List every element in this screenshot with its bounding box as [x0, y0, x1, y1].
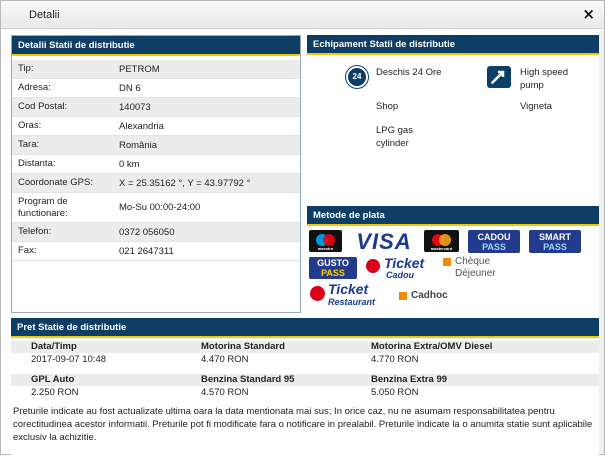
equipment-panel: [307, 35, 599, 201]
price-value-3: 2.250 RON: [31, 387, 79, 398]
high-speed-pump-icon: [487, 66, 511, 88]
station-detail-row: [12, 136, 300, 155]
station-detail-value: PETROM: [119, 63, 160, 75]
payment-header: Metode de plata: [307, 206, 599, 226]
ticket-restaurant-bottom: Restaurant: [328, 297, 376, 307]
date-value: 2017-09-07 10:48: [31, 354, 107, 365]
mastercard-logo-text: mastercard: [430, 246, 453, 251]
price-name-1: Motorina Standard: [201, 341, 285, 352]
cadou-pass-bottom: PASS: [482, 242, 506, 252]
station-detail-row: [12, 117, 300, 136]
equipment-shop: Shop: [376, 101, 399, 112]
gusto-pass-bottom: PASS: [321, 268, 345, 278]
dialog-scrollbar[interactable]: [599, 31, 604, 454]
ticket-cadou-dot-icon: [366, 259, 380, 273]
station-detail-row: [12, 155, 300, 174]
dialog-titlebar[interactable]: [1, 1, 604, 29]
station-detail-label: Program de functionare:: [18, 195, 68, 219]
price-value-2: 4.770 RON: [371, 354, 419, 365]
station-detail-row: [12, 223, 300, 242]
gusto-pass-top: GUSTO: [317, 258, 349, 268]
maestro-logo: [309, 230, 342, 252]
equipment-vigneta: Vigneta: [520, 101, 553, 112]
equipment-open-24: Deschis 24 Ore: [376, 67, 442, 78]
station-detail-label: Adresa:: [18, 82, 51, 93]
station-detail-row: [12, 60, 300, 79]
station-detail-value: Alexandria: [119, 120, 164, 132]
station-detail-row: [12, 242, 300, 261]
station-detail-label: Fax:: [18, 245, 37, 256]
station-detail-label: Telefon:: [18, 226, 52, 237]
station-detail-value: 0372 056050: [119, 226, 175, 238]
ticket-cadou-logo: [364, 255, 438, 282]
price-name-4: Benzina Standard 95: [201, 374, 295, 385]
equipment-header: Echipament Statii de distributie: [307, 35, 599, 55]
equipment-lpg: LPG gas cylinder: [376, 125, 413, 149]
cadhoc-icon: [399, 292, 407, 300]
price-name-2: Motorina Extra/OMV Diesel: [371, 341, 493, 352]
station-detail-value: X = 25.35162 °, Y = 43.97792 °: [119, 177, 251, 189]
prices-header: Pret Statie de distributie: [11, 318, 599, 338]
station-detail-row: [12, 98, 300, 117]
station-detail-label: Tara:: [18, 139, 40, 150]
gusto-pass-logo: [309, 257, 357, 279]
station-detail-label: Cod Postal:: [18, 101, 68, 112]
payment-methods-panel: [307, 206, 599, 312]
station-detail-value: 140073: [119, 101, 151, 113]
cadou-pass-top: CADOU: [477, 232, 511, 242]
smart-pass-logo: [529, 230, 581, 253]
station-detail-label: Tip:: [18, 63, 34, 74]
ticket-restaurant-logo: [309, 282, 397, 310]
station-detail-value: Mo-Su 00:00-24:00: [119, 202, 201, 213]
price-name-5: Benzina Extra 99: [371, 374, 448, 385]
price-value-5: 5.050 RON: [371, 387, 419, 398]
cadhoc-logo: [399, 290, 459, 304]
ticket-cadou-bottom: Cadou: [386, 270, 414, 280]
station-details-header: Detalii Statii de distributie: [12, 36, 300, 56]
close-icon[interactable]: ×: [582, 5, 595, 23]
clock-24h-icon: 24: [346, 66, 368, 88]
mastercard-logo: [424, 230, 459, 252]
price-name-3: GPL Auto: [31, 374, 75, 385]
date-label: Data/Timp: [31, 341, 77, 352]
ticket-cadou-top: Ticket: [384, 255, 425, 271]
ticket-restaurant-dot-icon: [310, 286, 325, 301]
ticket-restaurant-top: Ticket: [328, 281, 369, 297]
cadhoc-text: Cadhoc: [411, 290, 448, 301]
prices-second-row: [11, 374, 599, 386]
smart-pass-top: SMART: [539, 232, 571, 242]
cheque-dejeuner-bottom: Déjeuner: [455, 268, 496, 279]
station-detail-value: România: [119, 139, 158, 151]
price-value-1: 4.470 RON: [201, 354, 249, 365]
maestro-logo-text: maestro: [317, 246, 334, 251]
station-detail-label: Coordonate GPS:: [18, 177, 93, 188]
price-value-4: 4.570 RON: [201, 387, 249, 398]
cheque-dejeuner-icon: [443, 258, 451, 266]
station-detail-label: Oras:: [18, 120, 42, 131]
prices-panel: [11, 318, 599, 456]
dialog-title: Detalii: [29, 9, 60, 21]
station-detail-value: DN 6: [119, 82, 141, 94]
smart-pass-bottom: PASS: [543, 242, 567, 252]
station-detail-label: Distanta:: [18, 158, 56, 169]
station-detail-row: [12, 79, 300, 98]
station-detail-value: 0 km: [119, 158, 140, 170]
cadou-pass-logo: [468, 230, 520, 253]
cheque-dejeuner-top: Chèque: [455, 256, 491, 267]
visa-logo: VISA: [356, 229, 412, 254]
station-details-panel: [11, 35, 301, 313]
price-disclaimer: Preturile indicate au fost actualizate ultima oara la data mentionata mai sus; In orice caz, nu ne asumam responsabilitatea pentru corectitudinea acestor informatii. Preturile pot fi modificate fara o notificare in prealabil. Preturile indicate la o anumita statie sunt aplicabile exclusiv la achizitie.: [13, 406, 593, 443]
station-detail-value: 021 2647311: [119, 245, 174, 257]
station-detail-row: [12, 174, 300, 193]
cheque-dejeuner-logo: [443, 256, 513, 282]
station-detail-row: [12, 193, 300, 223]
equipment-high-speed-pump: High speed pump: [520, 67, 569, 91]
prices-header-row: [11, 341, 599, 353]
